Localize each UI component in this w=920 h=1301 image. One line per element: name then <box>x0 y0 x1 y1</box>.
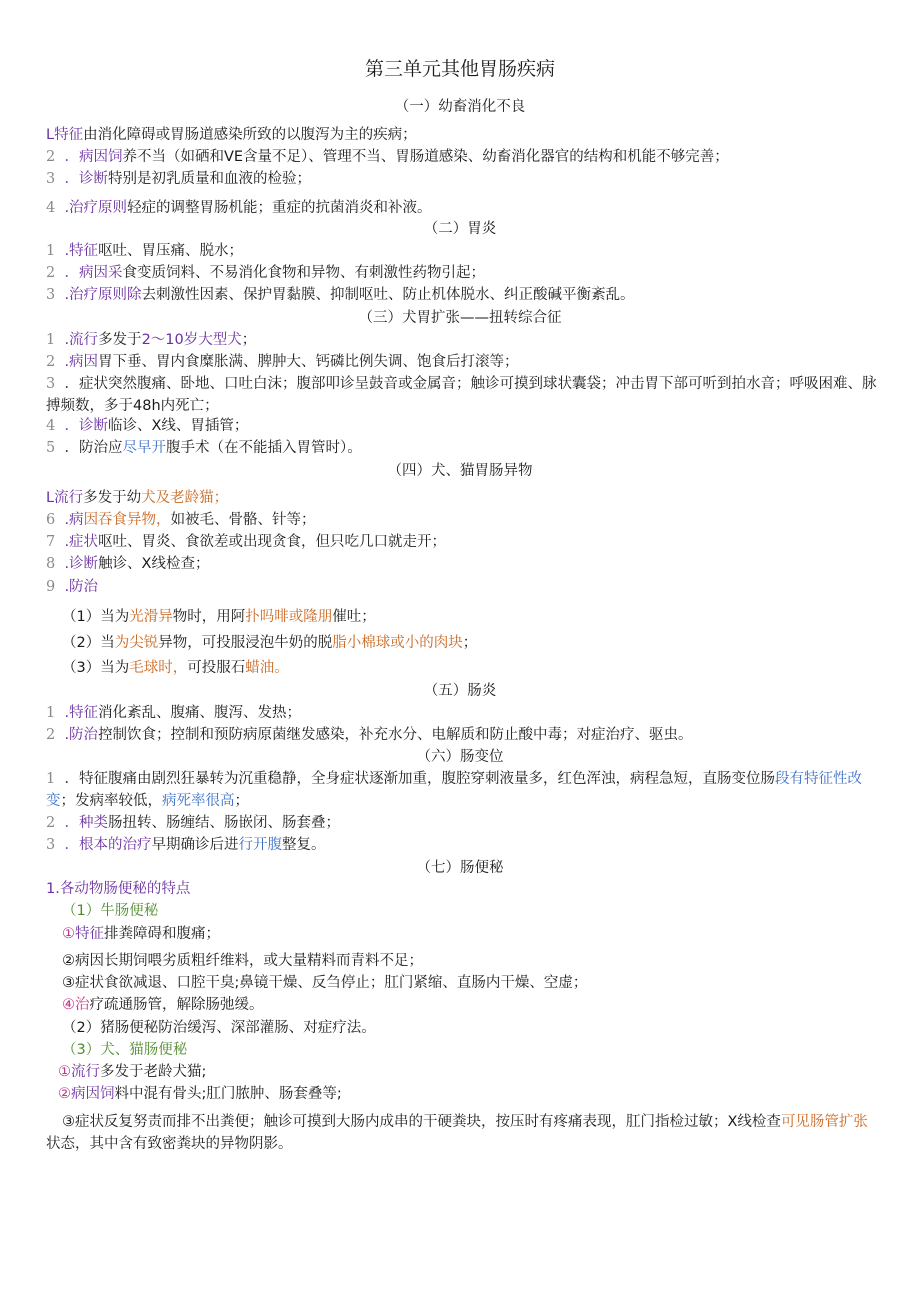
item-text: 触诊、X线检查； <box>98 556 210 572</box>
highlight-text: 扑吗啡或隆朋 <box>245 609 333 625</box>
item-number: 3 <box>46 376 56 392</box>
highlight-text: 蜡油。 <box>245 660 289 676</box>
item-keyword: .特征 <box>64 705 99 721</box>
list-item <box>46 373 880 417</box>
item-number: 3 <box>46 171 56 187</box>
section-heading-6: （六）肠变位 <box>416 749 504 765</box>
item-number: 2 <box>46 727 56 743</box>
highlight-text: 为尖锐 <box>114 635 159 651</box>
item-number: 7 <box>46 534 56 550</box>
item-text: 特别是初乳质量和血液的检验； <box>107 171 311 187</box>
item-number: 9 <box>46 579 56 595</box>
item-text: 胃下垂、胃内食糜胀满、脾肿大、钙磷比例失调、饱食后打滚等； <box>98 354 519 370</box>
item-number: 6 <box>46 512 56 528</box>
list-item <box>46 531 880 553</box>
item-keyword: ．病因采 <box>64 265 123 281</box>
page-title: 第三单元其他胃肠疾病 <box>364 58 555 80</box>
item-keyword: .症状 <box>64 534 99 550</box>
list-item <box>46 329 880 351</box>
sub-item: ③症状反复努责而排不出粪便；触诊可摸到大肠内成串的干硬粪块，按压时有疼痛表现，肛门指检过敏；X线检查可见肠管扩张状态，其中含有致密粪块的异物阴影。 <box>46 1114 868 1152</box>
highlight-text: 行开腹 <box>238 837 282 853</box>
sub-heading: （3）犬、猫肠便秘 <box>62 1042 188 1058</box>
list-item <box>46 168 880 190</box>
list-item <box>46 284 880 306</box>
item-keyword: .流行 <box>64 332 99 348</box>
item-number: 2 <box>46 149 56 165</box>
sub-item: （2）当为尖锐异物，可投服浸泡牛奶的脱脂小棉球或小的肉块； <box>62 635 478 651</box>
list-item <box>46 351 880 373</box>
sub-item: ①流行多发于老龄犬猫; <box>58 1064 207 1080</box>
list-item <box>46 812 880 834</box>
sub-item: ③症状食欲减退、口腔干臭;鼻镜干燥、反刍停止；肛门紧缩、直肠内干燥、空虚； <box>62 975 588 991</box>
highlight-text: 犬及老龄猫； <box>141 490 229 506</box>
item-number: 4 <box>46 200 56 216</box>
item-number: 4 <box>46 418 56 434</box>
highlight-text: 2～10岁大型犬 <box>141 332 242 348</box>
item-number: 1. <box>46 881 60 897</box>
item-keyword: .病 <box>64 512 84 528</box>
sub-item: ②病因饲料中混有骨头;肛门脓肿、肠套叠等; <box>58 1086 342 1102</box>
item-text: 如被毛、骨骼、针等； <box>170 512 316 528</box>
list-item <box>46 487 880 509</box>
highlight-text: 病死率很高 <box>162 793 235 809</box>
section-heading-5: （五）肠炎 <box>423 683 497 699</box>
list-item <box>46 197 880 219</box>
item-text: 临诊、X线、胃插管； <box>107 418 249 434</box>
item-keyword: .治疗原则除 <box>64 287 142 303</box>
item-number: 1 <box>46 771 56 787</box>
item-number: 2 <box>46 815 56 831</box>
item-text: 由消化障碍或胃肠道感染所致的以腹泻为主的疾病； <box>83 127 417 143</box>
item-text: 多发于幼 <box>83 490 142 506</box>
sub-heading: （1）牛肠便秘 <box>62 903 159 919</box>
list-item <box>46 553 880 575</box>
item-keyword: .防治 <box>64 727 99 743</box>
item-keyword: ．诊断 <box>64 171 108 187</box>
list-item: 3 ．根本的治疗早期确诊后进行开腹整复。 <box>46 837 326 853</box>
sub-item: ②病因长期饲喂劣质粗纤维料，或大量精料而青料不足； <box>62 953 423 969</box>
list-item <box>46 724 880 746</box>
sub-item: ④治疗疏通肠管，解除肠弛缓。 <box>62 997 264 1013</box>
item-number: L <box>46 127 55 143</box>
item-keyword: ．诊断 <box>64 418 108 434</box>
item-keyword: .防治 <box>64 579 99 595</box>
item-keyword: .病因 <box>64 354 99 370</box>
section-heading-4: （四）犬、猫胃肠异物 <box>387 463 533 479</box>
item-keyword: 流行 <box>54 490 84 506</box>
item-text-end: ； <box>241 332 257 348</box>
item-text: 呕吐、胃炎、食欲差或出现贪食，但只吃几口就走开； <box>98 534 447 550</box>
item-keyword: 各动物肠便秘的特点 <box>59 881 191 897</box>
list-item <box>46 576 880 598</box>
item-text: 轻症的调整胃肠机能；重症的抗菌消炎和补液。 <box>127 200 432 216</box>
list-item <box>46 262 880 284</box>
item-keyword: .治疗原则 <box>64 200 128 216</box>
item-text: 消化紊乱、腹痛、腹泻、发热； <box>98 705 302 721</box>
item-text: 多发于 <box>98 332 142 348</box>
item-keyword: 流行 <box>71 1064 100 1080</box>
item-number: 1 <box>46 332 56 348</box>
highlight-text: 可见肠管扩张 <box>780 1114 868 1130</box>
item-keyword: ．根本的治疗 <box>64 837 152 853</box>
item-number: 3 <box>46 287 56 303</box>
item-text: 肠扭转、肠缠结、肠嵌闭、肠套叠； <box>107 815 340 831</box>
sub-item: ①特征排粪障碍和腹痛； <box>62 926 220 942</box>
sub-item: （1）当为光滑异物时，用阿扑吗啡或隆朋催吐； <box>62 609 376 625</box>
item-text-end: 腹手术（在不能插入胃管时）。 <box>165 440 362 456</box>
highlight-text: 光滑异 <box>129 609 173 625</box>
section-heading-2: （二）胃炎 <box>423 221 497 237</box>
item-number: 1 <box>46 243 56 259</box>
section-heading-7: （七）肠便秘 <box>416 860 504 876</box>
list-item <box>46 415 880 437</box>
list-item <box>46 124 880 146</box>
sub-item: （3）当为毛球时，可投服石蜡油。 <box>62 660 289 676</box>
item-number: 2 <box>46 265 56 281</box>
highlight-text: 毛球时， <box>129 660 188 676</box>
item-keyword: ．病因饲 <box>64 149 123 165</box>
item-text: 养不当（如硒和VE含量不足）、管理不当、胃肠道感染、幼畜消化器官的结构和机能不够完善； <box>122 149 729 165</box>
highlight-text: 脂小棉球或小的肉块 <box>332 635 463 651</box>
item-number: 8 <box>46 556 56 572</box>
list-item <box>46 437 880 459</box>
highlight-text: 尽早开 <box>122 440 166 456</box>
item-text: 食变质饲料、不易消化食物和异物、有刺激性药物引起； <box>122 265 485 281</box>
item-number: 3 <box>46 837 56 853</box>
item-text: 去刺激性因素、保护胃黏膜、抑制呕吐、防止机体脱水、纠正酸碱平衡紊乱。 <box>141 287 635 303</box>
item-number: L <box>46 490 55 506</box>
item-text: ．防治应 <box>64 440 123 456</box>
item-text: 呕吐、胃压痛、脱水； <box>98 243 244 259</box>
item-text: ．特征腹痛由剧烈狂暴转为沉重稳静，全身症状逐渐加重，腹腔穿刺液量多，红色浑浊，病程急短，直肠变位肠 <box>64 771 775 787</box>
list-item <box>46 146 880 168</box>
item-text: 早期确诊后进 <box>151 837 239 853</box>
item-keyword: 特征 <box>75 926 104 942</box>
list-item <box>46 702 880 724</box>
highlight-text: 段有特征性改变 <box>46 771 862 809</box>
item-number: 5 <box>46 440 56 456</box>
list-item <box>46 240 880 262</box>
item-number: 1 <box>46 705 56 721</box>
item-keyword: .诊断 <box>64 556 99 572</box>
list-item <box>46 509 880 531</box>
item-keyword: .特征 <box>64 243 99 259</box>
item-number: 2 <box>46 354 56 370</box>
item-keyword: 病因饲 <box>71 1086 115 1102</box>
highlight-text: 因吞食异物， <box>83 512 171 528</box>
list-item: 1 ．特征腹痛由剧烈狂暴转为沉重稳静，全身症状逐渐加重，腹腔穿刺液量多，红色浑浊，病程急短，直肠变位肠段有特征性改变；发病率较低，病死率很高； <box>46 771 862 809</box>
section-heading-1: （一）幼畜消化不良 <box>394 99 526 115</box>
item-keyword: 特征 <box>54 127 84 143</box>
item-keyword: ．种类 <box>64 815 108 831</box>
item-text: 控制饮食；控制和预防病原菌继发感染，补充水分、电解质和防止酸中毒；对症治疗、驱虫。 <box>98 727 693 743</box>
list-item <box>46 878 880 900</box>
section-heading-3: （三）犬胃扩张——扭转综合征 <box>358 310 562 326</box>
sub-item: （2）猪肠便秘防治缓泻、深部灌肠、对症疗法。 <box>62 1020 376 1036</box>
item-text: ．症状突然腹痛、卧地、口吐白沫；腹部叩诊呈鼓音或金属音；触诊可摸到球状囊袋；冲击胃下部可听到拍水音；呼吸困难、脉搏频数，多于48h内死亡； <box>46 376 877 414</box>
